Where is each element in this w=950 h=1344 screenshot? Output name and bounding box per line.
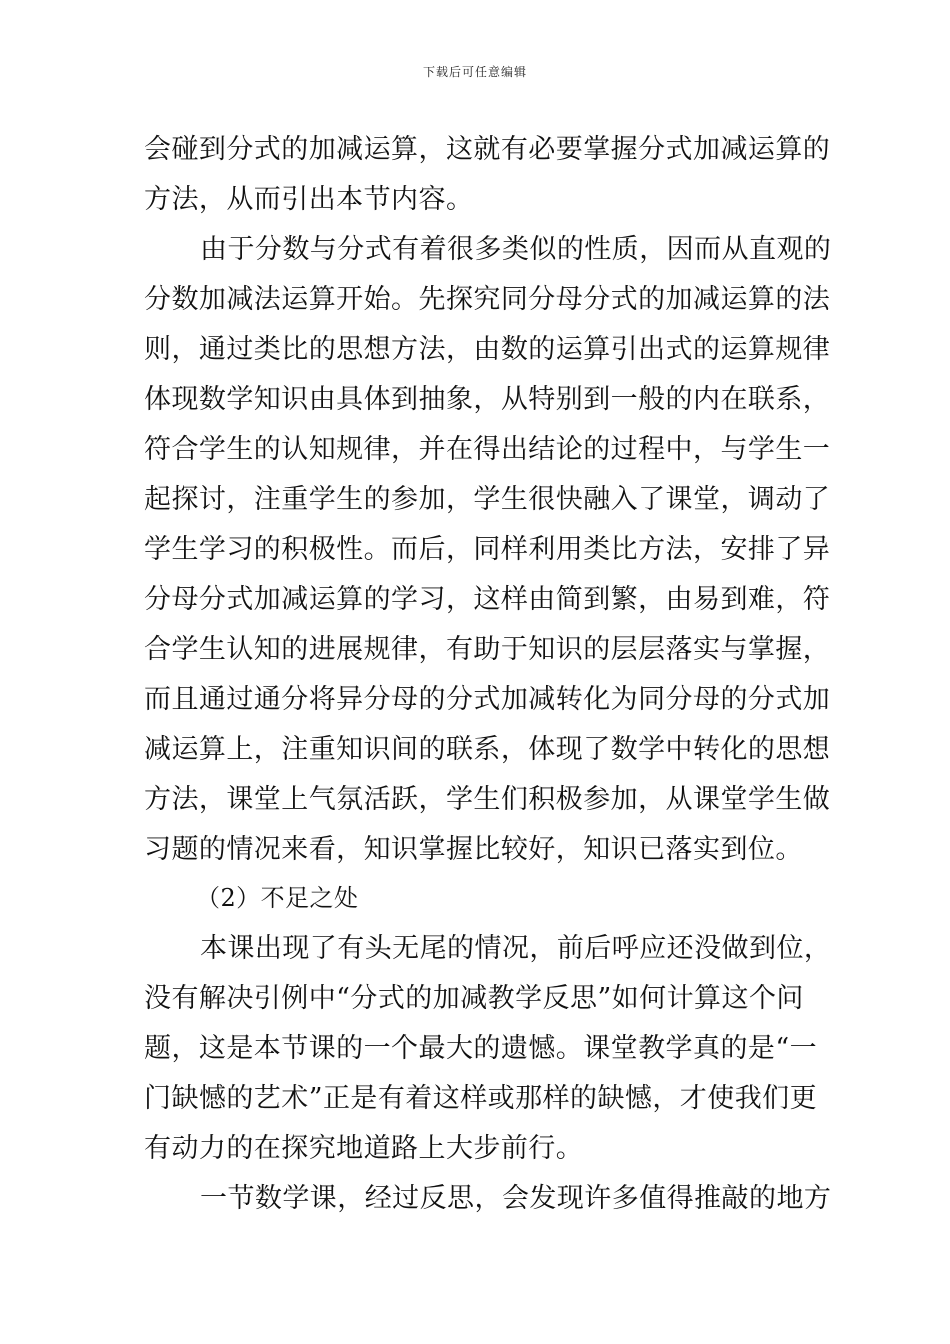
paragraph-first-line: 由于分数与分式有着很多类似的性质，因而从直观的 — [200, 234, 832, 265]
paragraph-first-line: 一节数学课，经过反思，会发现许多值得推敲的地方 — [200, 1183, 832, 1214]
text-line: 学生学习的积极性。而后，同样利用类比方法，安排了异 — [144, 534, 831, 565]
text-line: 起探讨，注重学生的参加，学生很快融入了课堂，调动了 — [144, 484, 831, 515]
text-line: 减运算上，注重知识间的联系，体现了数学中转化的思想 — [144, 734, 831, 765]
text-line: 分数加减法运算开始。先探究同分母分式的加减运算的法 — [144, 284, 831, 315]
text-line: 体现数学知识由具体到抽象，从特别到一般的内在联系， — [144, 384, 831, 415]
text-line: 没有解决引例中“分式的加减教学反思”如何计算这个问 — [144, 983, 804, 1014]
text-line: 则，通过类比的思想方法，由数的运算引出式的运算规律 — [144, 334, 831, 365]
text-line: 题，这是本节课的一个最大的遗憾。课堂教学真的是“一 — [144, 1033, 818, 1064]
text-line: 分母分式加减运算的学习，这样由简到繁，由易到难，符 — [144, 584, 831, 615]
text-line: 方法，课堂上气氛活跃，学生们积极参加，从课堂学生做 — [144, 784, 831, 815]
text-line: 门缺憾的艺术”正是有着这样或那样的缺憾，才使我们更 — [144, 1083, 818, 1114]
page-header: 下载后可任意编辑 — [422, 65, 527, 79]
text-line: 有动力的在探究地道路上大步前行。 — [144, 1133, 584, 1164]
text-line: 习题的情况来看，知识掌握比较好，知识已落实到位。 — [144, 834, 803, 865]
text-line: 合学生认知的进展规律，有助于知识的层层落实与掌握， — [144, 634, 831, 665]
text-line: 符合学生的认知规律，并在得出结论的过程中，与学生一 — [144, 434, 831, 465]
text-line: 而且通过通分将异分母的分式加减转化为同分母的分式加 — [144, 684, 831, 715]
paragraph-first-line: 本课出现了有头无尾的情况，前后呼应还没做到位， — [200, 933, 832, 964]
text-line: 会碰到分式的加减运算，这就有必要掌握分式加减运算的 — [144, 134, 831, 165]
section-heading: （2）不足之处 — [196, 884, 359, 912]
text-line: 方法，从而引出本节内容。 — [144, 184, 474, 215]
